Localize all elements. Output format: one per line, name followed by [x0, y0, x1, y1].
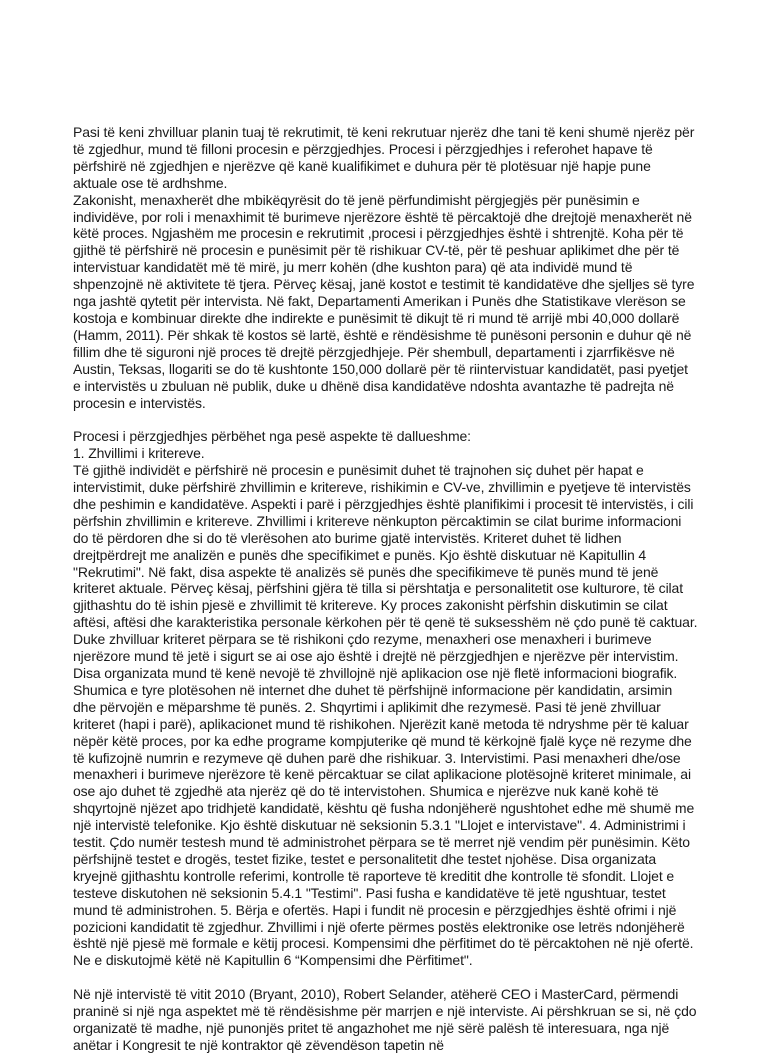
paragraph-interview-quote: Në një intervistë të vitit 2010 (Bryant, 2010), Robert Selander, atëherë CEO i MasterCard, përmendi praninë si një nga aspektet më të rëndësishme për marrjen e një interviste. Ai përshkruan se si, në çdo organizatë të madhe, një punonjës pritet të angazhohet me një sërë palësh të interesuara, nga një anëtar i Kongresit te një kontraktor që zëvendëson tapetin në [73, 986, 697, 1053]
body-text [73, 124, 698, 1054]
paragraph-intro: Pasi të keni zhvilluar planin tuaj të rekrutimit, të keni rekrutuar njerëz dhe tani të keni shumë njerëz për të zgjedhur, mund të filloni procesin e përzgjedhjes. Procesi i përzgjedhjes i referohet hapave të përfshirë në zgjedhjen e njerëzve që kanë kualifikimet e duhura për të plotësuar një hapje pune aktuale ose të ardhshme. [73, 124, 695, 191]
paragraph-selection-steps: Të gjithë individët e përfshirë në procesin e punësimit duhet të trajnohen siç duhet për hapat e intervistimit, duke përfshirë zhvillimin e kritereve, rishikimin e CV-ve, zhvillimin e pyetjeve të intervistës dhe peshimin e kandidatëve. Aspekti i parë i përzgjedhjes është planifikimi i procesit të intervistës, i cili përfshin zhvillimin e kritereve. Zhvillimi i kritereve nënkupton përcaktimin se cilat burime informacioni do të përdoren dhe si do të vlerësohen ato burime gjatë intervistës. Kriteret duhet të lidhen drejtpërdrejt me analizën e punës dhe specifikimet e punës. Kjo është diskutuar në Kapitullin 4 "Rekrutimi". Në fakt, disa aspekte të analizës së punës dhe specifikimeve të punës mund të jenë kriteret aktuale. Përveç kësaj, përfshini gjëra të tilla si përshtatja e personalitetit ose kulturore, të cilat gjithashtu do të ishin pjesë e zhvillimit të kritereve. Ky proces zakonisht përfshin diskutimin se cilat aftësi, aftësi dhe karakteristika personale kërkohen për të qenë të suksesshëm në çdo punë të caktuar. Duke zhvilluar kriteret përpara se të rishikoni çdo rezyme, menaxheri ose menaxheri i burimeve njerëzore mund të jetë i sigurt se ai ose ajo është i drejtë në përzgjedhjen e njerëzve për intervistim. Disa organizata mund të kenë nevojë të zhvillojnë një aplikacion ose një fletë informacioni biografik. Shumica e tyre plotësohen në internet dhe duhet të përfshijnë informacione për kandidatin, arsimin dhe përvojën e mëparshme të punës. 2. Shqyrtimi i aplikimit dhe rezymesë. Pasi të jenë zhvilluar kriteret (hapi i parë), aplikacionet mund të rishikohen. Njerëzit kanë metoda të ndryshme për të kaluar nëpër këtë proces, por ka edhe programe kompjuterike që mund të kërkojnë fjalë kyçe në rezyme dhe të kufizojnë numrin e rezymeve që duhen parë dhe rishikuar. 3. Intervistimi. Pasi menaxheri dhe/ose menaxheri i burimeve njerëzore të kenë përcaktuar se cilat aplikacione plotësojnë kriteret minimale, ai ose ajo duhet të zgjedhë ata njerëz që do të intervistohen. Shumica e njerëzve nuk kanë kohë të shqyrtojnë njëzet apo tridhjetë kandidatë, kështu që fusha ndonjëherë ngushtohet edhe më shumë me një intervistë telefonike. Kjo është diskutuar në seksionin 5.3.1 "Llojet e intervistave". 4. Administrimi i testit. Çdo numër testesh mund të administrohet përpara se të merret një vendim për punësimin. Këto përfshijnë testet e drogës, testet fizike, testet e personalitetit dhe testet njohëse. Disa organizata kryejnë gjithashtu kontrolle referimi, kontrolle të raporteve të kreditit dhe kontrolle të sfondit. Llojet e testeve diskutohen në seksionin 5.4.1 "Testimi". Pasi fusha e kandidatëve të jetë ngushtuar, testet mund të administrohen. 5. Bërja e ofertës. Hapi i fundit në procesin e përzgjedhjes është ofrimi i një pozicioni kandidatit të zgjedhur. Zhvillimi i një oferte përmes postës elektronike ose letrës ndonjëherë është një pjesë më formale e këtij procesi. Kompensimi dhe përfitimet do të përcaktohen në një ofertë. Ne e diskutojmë këtë në Kapitullin 6 “Kompensimi dhe Përfitimet". [73, 462, 698, 969]
list-heading-criteria: 1. Zhvillimi i kritereve. [73, 445, 205, 462]
paragraph-gap [73, 969, 698, 986]
paragraph-aspects-intro: Procesi i përzgjedhjes përbëhet nga pesë aspekte të dallueshme: [73, 428, 471, 445]
paragraph-gap [73, 411, 698, 428]
paragraph-costs: Zakonisht, menaxherët dhe mbikëqyrësit do të jenë përfundimisht përgjegjës për punësimin e individëve, por roli i menaxhimit të burimeve njerëzore është të përcaktojë dhe drejtojë menaxherët në këtë proces. Ngjashëm me procesin e rekrutimit ,procesi i përzgjedhjes është i shtrenjtë. Koha për të gjithë të përfshirë në procesin e punësimit për të rishikuar CV-të, për të peshuar aplikimet dhe për të intervistuar kandidatët më të mirë, ju merr kohën (dhe kushton para) që ata individë mund të shpenzojnë në aktivitete të tjera. Përveç kësaj, janë kostot e testimit të kandidatëve dhe sjelljes së tyre nga jashtë qytetit për intervista. Në fakt, Departamenti Amerikan i Punës dhe Statistikave vlerëson se kostoja e kombinuar direkte dhe indirekte e punësimit të dikujt të ri mund të arrijë mbi 40,000 dollarë (Hamm, 2011). Për shkak të kostos së lartë, është e rëndësishme të punësoni personin e duhur që në fillim dhe të siguroni një proces të drejtë përzgjedhjeje. Për shembull, departamenti i zjarrfikësve në Austin, Teksas, llogariti se do të kushtonte 150,000 dollarë për të riintervistuar kandidatët, pasi pyetjet e intervistës u zbuluan në publik, duke u dhënë disa kandidatëve ndoshta avantazhe të padrejta në procesin e intervistës. [73, 191, 695, 411]
